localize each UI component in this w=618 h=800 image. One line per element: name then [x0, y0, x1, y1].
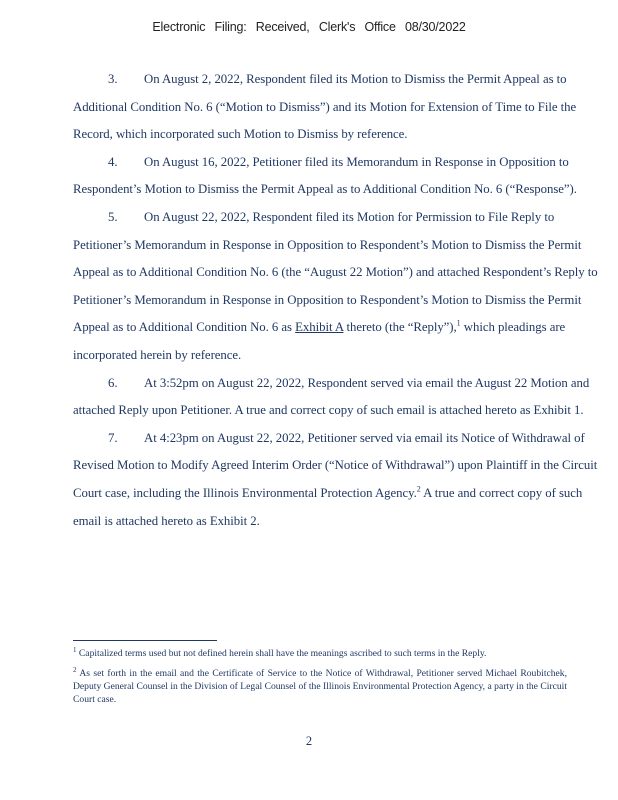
paragraph-text: On August 22, 2022, Respondent filed its Motion for Permission to File Reply to Petitioner’s Memorandum in Response in Opposition to Respondent’s Motion to Dismiss the Permit Appeal as to Additional Condition No. 6 (the “August 22 Motion”) and attached Respondent’s Reply to Petitioner’s Memorandum in Response in Opposition to Respondent’s Motion to Dismiss the Permit Appeal as to Additional Condition No. 6 as	[73, 209, 598, 335]
paragraph-7	[73, 425, 613, 535]
footnote-1	[73, 647, 567, 660]
exhibit-a-reference: Exhibit A	[295, 320, 344, 335]
paragraph-text: On August 16, 2022, Petitioner filed its Memorandum in Response in Opposition to Respondent’s Motion to Dismiss the Permit Appeal as to Additional Condition No. 6 (“Response”).	[73, 154, 577, 197]
paragraph-3	[73, 66, 613, 149]
paragraph-4	[73, 149, 613, 204]
page-number: 2	[305, 734, 313, 748]
paragraph-text-end: A true and correct copy of such email is attached hereto as Exhibit 2.	[73, 485, 583, 528]
footnote-divider	[73, 640, 217, 641]
footnote-text: Capitalized terms used but not defined herein shall have the meanings ascribed to such terms in the Reply.	[78, 648, 487, 659]
paragraph-number: 6.	[108, 375, 118, 390]
paragraph-text: On August 2, 2022, Respondent filed its Motion to Dismiss the Permit Appeal as to Additional Condition No. 6 (“Motion to Dismiss”) and its Motion for Extension of Time to File the Record, which incorporated such Motion to Dismiss by reference.	[73, 72, 577, 142]
footnote-marker: 1	[73, 645, 77, 654]
paragraph-text-continued: thereto (the “Reply”),	[343, 320, 457, 335]
footnote-2	[73, 667, 567, 706]
paragraph-number: 5.	[108, 209, 118, 224]
paragraph-text: At 3:52pm on August 22, 2022, Respondent served via email the August 22 Motion and attached Reply upon Petitioner. A true and correct copy of such email is attached hereto as Exhibit 1.	[73, 375, 590, 418]
paragraph-6	[73, 370, 613, 425]
paragraph-text-end: which pleadings are incorporated herein by reference.	[73, 320, 566, 362]
paragraph-number: 3.	[108, 72, 118, 86]
paragraph-number: 4.	[108, 154, 118, 169]
paragraph-text: At 4:23pm on August 22, 2022, Petitioner served via email its Notice of Withdrawal of Revised Motion to Modify Agreed Interim Order (“Notice of Withdrawal”) upon Plaintiff in the Circuit Court case, including the Illinois Environmental Protection Agency.	[73, 430, 598, 500]
footnotes-section	[73, 647, 567, 713]
footnote-marker: 2	[73, 665, 77, 674]
footnote-ref-2: 2	[416, 484, 421, 494]
footnote-text: As set forth in the email and the Certificate of Service to the Notice of Withdrawal, Petitioner served Michael Roubitchek, Deputy General Counsel in the Division of Legal Counsel of the Illinois Environmental Protection Agency, a party in the Circuit Court case.	[73, 668, 567, 705]
filing-stamp-header: Electronic Filing: Received, Clerk's Office 08/30/2022	[152, 20, 466, 34]
document-body	[73, 66, 613, 535]
footnote-ref-1: 1	[456, 319, 461, 329]
paragraph-number: 7.	[108, 430, 118, 445]
paragraph-5	[73, 204, 613, 370]
